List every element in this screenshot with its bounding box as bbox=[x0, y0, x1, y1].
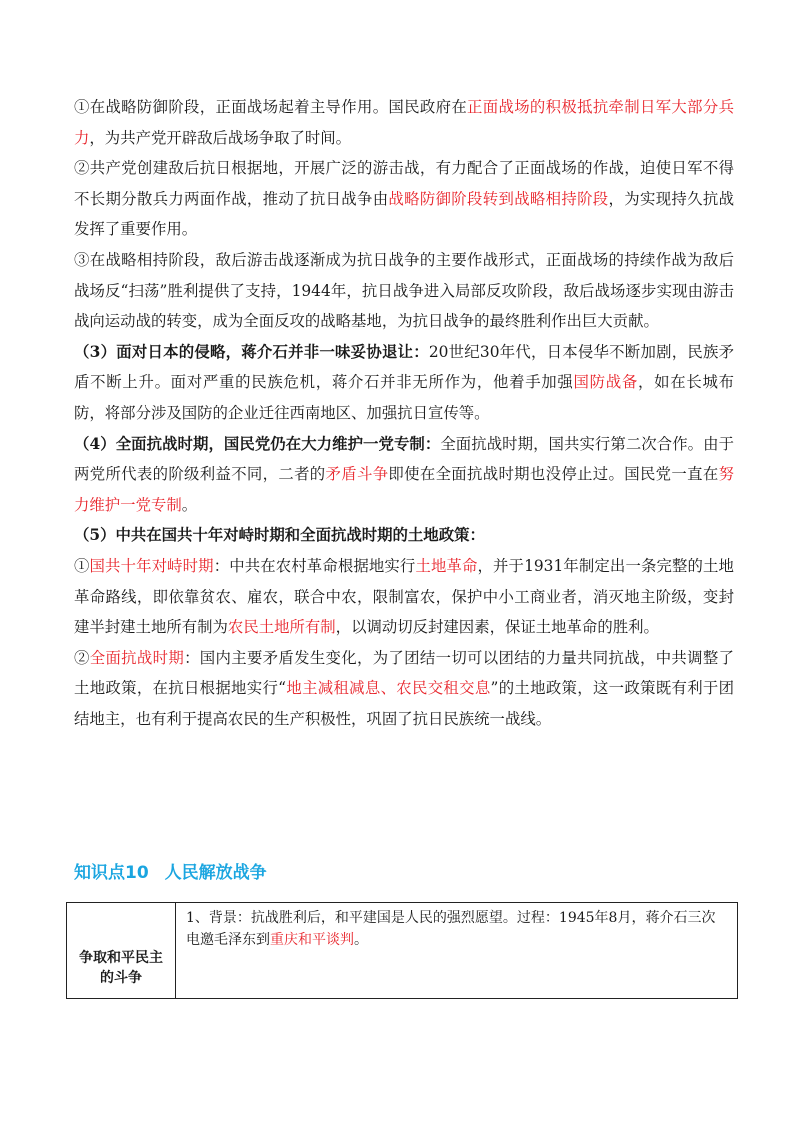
text: 即使在全面抗战时期也没停止过。国民党一直在 bbox=[388, 465, 719, 484]
paragraph-point-3 bbox=[74, 337, 734, 429]
row-label: 争取和平民主的斗争 bbox=[79, 950, 163, 986]
highlight-text: 农民土地所有制 bbox=[227, 618, 336, 637]
highlight-text: 努力维护一党专制 bbox=[74, 465, 734, 514]
paragraph-point-5 bbox=[74, 520, 734, 551]
text: ：中共在农村革命根据地实行 bbox=[213, 556, 416, 575]
highlight-text: 重庆和平谈判 bbox=[270, 932, 354, 948]
paragraph-point-4 bbox=[74, 429, 734, 521]
section-heading bbox=[74, 858, 267, 883]
highlight-text: 国共十年对峙时期 bbox=[89, 556, 214, 575]
paragraph-strategic-defense bbox=[74, 92, 734, 153]
paragraph-rent-reduction bbox=[74, 643, 734, 735]
text: ①在战略防御阶段，正面战场起着主导作用。国民政府在 bbox=[74, 98, 468, 116]
bold-lead: （4）全面抗战时期，国民党仍在大力维护一党专制： bbox=[74, 434, 441, 453]
text: ① bbox=[74, 556, 90, 575]
table-row bbox=[67, 903, 738, 999]
text: 。 bbox=[181, 495, 198, 514]
paragraph-land-revolution bbox=[74, 551, 734, 643]
highlight-text: 正面战场的积极抵抗牵制日军大部分兵力 bbox=[74, 98, 734, 147]
knowledge-table bbox=[66, 902, 738, 999]
text: 1、背景：抗战胜利后，和平建国是人民的强烈愿望。过程：1945年8月，蒋介石三次电邀毛泽东到 bbox=[186, 910, 716, 948]
text: ”的土地政策，这一政策既有利于团结地主，也有利于提高农民的生产积极性，巩固了抗日民族统一战线。 bbox=[74, 679, 734, 728]
text: ，如在长城布防，将部分涉及国防的企业迁往西南地区、加强抗日宣传等。 bbox=[74, 373, 734, 422]
text: ，为实现持久抗战发挥了重要作用。 bbox=[74, 189, 734, 239]
section-number: 知识点10 bbox=[74, 863, 149, 883]
bold-lead: （3）面对日本的侵略，蒋介石并非一味妥协退让： bbox=[74, 342, 429, 361]
highlight-text: 国防战备 bbox=[573, 373, 639, 392]
row-label-cell bbox=[67, 903, 176, 999]
text: ，并于1931年制定出一条完整的土地革命路线，即依靠贫农、雇农，联合中农，限制富农，保护中小工商业者，消灭地主阶级，变封建半封建土地所有制为 bbox=[74, 556, 734, 637]
text: ，以调动切反封建因素，保证土地革命的胜利。 bbox=[335, 618, 659, 637]
highlight-text: 地主减租减息、农民交租交息 bbox=[286, 679, 491, 698]
highlight-text: 全面抗战时期 bbox=[89, 648, 185, 667]
text: ②共产党创建敌后抗日根据地，开展广泛的游击战，有力配合了正面战场的作战，迫使日军不得不长期分散兵力两面作战，推动了抗日战争由 bbox=[74, 159, 734, 208]
text: 20世纪30年代，日本侵华不断加剧，民族矛盾不断上升。面对严重的民族危机，蒋介石并非无所作为，他着手加强 bbox=[74, 342, 734, 392]
highlight-text: 土地革命 bbox=[415, 556, 478, 575]
text: 全面抗战时期，国共实行第二次合作。由于两党所代表的阶级利益不同，二者的 bbox=[74, 434, 734, 484]
text: ② bbox=[74, 648, 90, 667]
bold-lead: （5）中共在国共十年对峙时期和全面抗战时期的土地政策： bbox=[74, 526, 485, 545]
text: ，为共产党开辟敌后战场争取了时间。 bbox=[89, 128, 352, 147]
row-content-cell bbox=[176, 903, 738, 999]
document-body bbox=[74, 92, 734, 734]
paragraph-guerrilla-warfare bbox=[74, 153, 734, 245]
text: 。 bbox=[354, 932, 368, 948]
paragraph-strategic-stalemate bbox=[74, 245, 734, 337]
highlight-text: 战略防御阶段转到战略相持阶段 bbox=[388, 189, 609, 208]
highlight-text: 矛盾斗争 bbox=[325, 465, 389, 484]
text: ：国内主要矛盾发生变化，为了团结一切可以团结的力量共同抗战，中共调整了土地政策，在抗日根据地实行“ bbox=[74, 648, 734, 698]
text: ③在战略相持阶段，敌后游击战逐渐成为抗日战争的主要作战形式，正面战场的持续作战为敌后战场反“扫荡”胜利提供了支持，1944年，抗日战争进入局部反攻阶段，敌后战场逐步实现由游击战向运动战的转变，成为全面反攻的战略基地，为抗日战争的最终胜利作出巨大贡献。 bbox=[74, 250, 734, 331]
section-title: 人民解放战争 bbox=[164, 863, 267, 883]
